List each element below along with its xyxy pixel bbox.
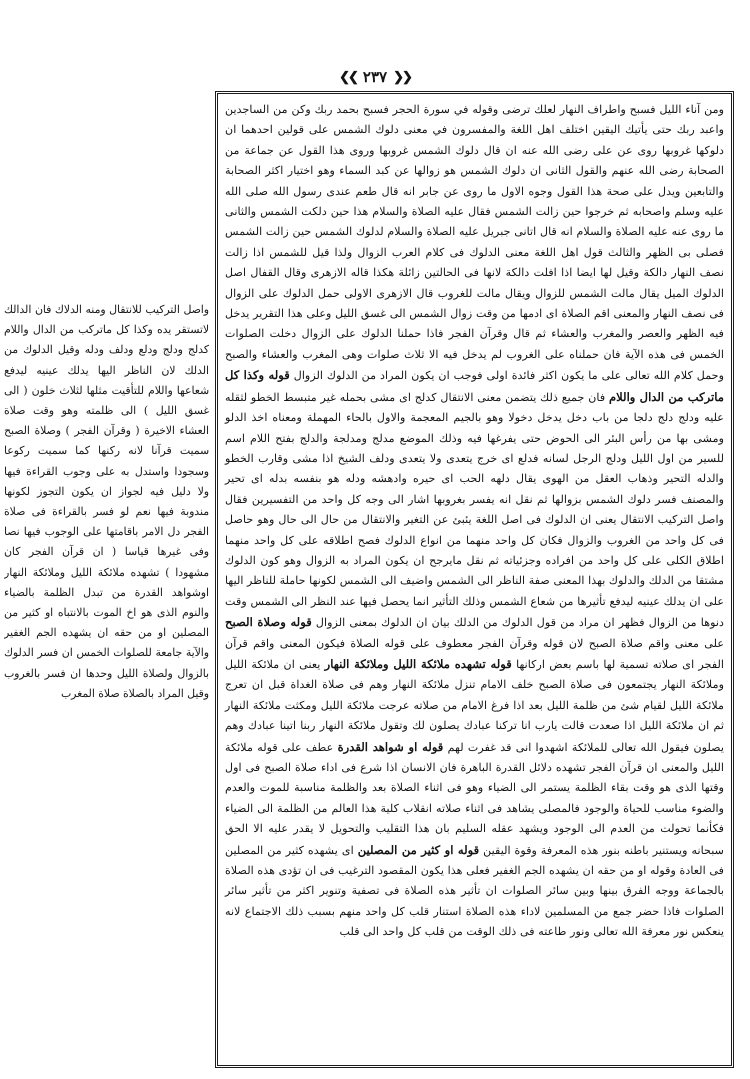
main-paragraph-3: على معنى واقم صلاة الصبح لان قوله وقرآن الفجر معطوف على قوله الصلاة فيكون المعنى واقم قرآن الفجر اى صلاته تسمية لها باسم بعض اركانها (225, 636, 725, 671)
quote-marker-1: قوله وكذا كل ماتركب من الدال واللام (225, 368, 724, 404)
page-number-text: ٢٣٧ (362, 68, 388, 86)
quote-marker-5: قوله او كثير من المصلين (357, 842, 480, 857)
main-commentary-text (225, 100, 724, 943)
main-paragraph-6: اى يشهده كثير من المصلين فى العادة وقوله او من حقه ان يشهده الجم الغفير فعلى هذا يكون المقصود الترغيب فى ان تؤدى هذه الصلاة بالجماعة ووجه الفرق بينها وبين سائر الصلوات ان تأثير هذه الصلاة فى تصفية وتنوير اكثر من تأثير سائر الصلوات فاذا حضر جمع من المسلمين لاداء هذه الصلاة استنار قلب كل واحد منهم بسبب ذلك الاجتماع لانه ينعكس نور معرفة الله تعالى ونور طاعته فى ذلك الوقت من قلب كل واحد الى قلب (225, 843, 724, 939)
quote-marker-4: قوله او شواهد القدرة (337, 739, 444, 754)
marginal-text-block (4, 300, 209, 780)
quote-marker-3: قوله تشهده ملائكة الليل وملائكة النهار (324, 656, 512, 671)
main-paragraph-5: عطف على قوله ملائكة الليل والمعنى ان قرآن الفجر تشهده دلائل القدرة الباهرة فان الانسان اذا شرع فى اداء صلاة الصبح فى اول وقتها الذى هو وقت بقاء الظلمة يستمر الى الضياء وهو فى اثناء الصلاة بعد والظلمة مناسبة للموت والعدم والضوء مناسب للحياة والوجود فالمصلى يشاهد فى اثناء صلاته انقلاب كلية هذا العالم من الظلمة الى الضياء فكأنما تحولت من العدم الى الوجود ويشهد عقله السليم بان هذا التقليب والتحويل لا يقدر عليه الا الحق سبحانه ويستنير باطنه بنور هذه المعرفة وقوة اليقين (225, 740, 724, 857)
marginal-text: واصل التركيب للانتقال ومنه الدلاك فان الدالك لاتستقر يده وكذا كل ماتركب من الدال واللام كدلج ودلج ودلع ودلف ودله وقيل الدلوك من الدلك لان الناظر اليها يدلك عينيه ليدفع شعاعها واللام للتأقيت مثلها لثلاث خلون ( الى غسق الليل ) الى ظلمته وهو وقت صلاة العشاء الاخيرة ( وقرآن الفجر ) وصلاة الصبح سميت قرآنا لانه ركنها كما سميت ركوعا وسجودا واستدل به على وجوب القراءة فيها ولا دليل فيه لجواز ان يكون التجوز لكونها مندوبة فيها نعم لو فسر بالقراءة فى صلاة الفجر دل الامر باقامتها على الوجوب فيها نصا وفى غيرها قياسا ( ان قرآن الفجر كان مشهودا ) تشهده ملائكة الليل وملائكة النهار اوشواهد القدرة من تبدل الظلمة بالضياء والنوم الذى هو اخ الموت بالانتباه او كثير من المصلين او من حقه ان يشهده الجم الغفير والآية جامعة للصلوات الخمس ان فسر الدلوك بالزوال ولصلاة الليل وحدها ان فسر بالغروب وقيل المراد بالصلاة صلاة المغرب (4, 303, 209, 700)
ornament-right-icon: ❮❮ (393, 69, 411, 85)
main-commentary-frame (215, 91, 734, 1068)
main-paragraph-2: فان جميع ذلك يتضمن معنى الانتقال كدلج اى مشى بحمله غير متبسط الخطو لثقله عليه ودلج دلج دلجا من باب دخل يدخل دخولا وهو بالجيم المعجمة والاول بالحاء المهملة ومعناه اخذ الدلو ومشى بها من رأس البئر الى الحوض حتى يفرغها فيه وذلك الموضع مدلج ومدلجة والدلج بفتح اللام اسم للسير من اول الليل ودلج الرجل لسانه فدلع اى خرج يتعدى ولا يتعدى ودلف الشيخ اذا مشى وقارب الخطو والدله التحير وذهاب العقل من الهوى يقال دلهه الحب اى حيره وادهشه ودله هو بنفسه بدله اى تحير والمصنف فسر دلوك الشمس بزوالها ثم نقل انه يفسر بغروبها اشار الى وجه كل واحد من التفسيرين فقال واصل التركيب الانتقال يعنى ان الدلوك فى اصل اللغة يئبئ عن التغير والانتقال من حال الى حال وهو حاصل فى كل واحد من الغروب والزوال فكان كل واحد منهما من انواع الدلوك فصح اطلاقه على كل واحد منهما اطلاق الكلى على كل واحد من افراده وجزئياته ثم نقل مايرجح ان يكون المراد به الزوال وهو كون الدلوك مشتقا من الدلك والدلوك بهذا المعنى صفة الناظر الى الشمس واضيف الى الشمس لكونها حاملة للناظر اليها على ان يدلك عينيه ليدفع تأثيرها من شعاع الشمس وذلك التأثير انما يحصل فيها عند النظر الى الشمس وقت دنوها من الزوال فظهر ان مراد من قول الدلوك من الدلك بيان ان الدلوك بمعنى الزوال (225, 390, 724, 630)
main-paragraph-4: يعنى ان ملائكة الليل وملائكة النهار يجتمعون فى صلاة الصبح خلف الامام تنزل ملائكة النهار وهم فى صلاة الغداة قبل ان تعرج ملائكة الليل لقيام شئ من ظلمة الليل بعد اذا فرغ الامام من صلاته عرجت ملائكة الليل ومكثت ملائكة النهار ثم ان ملائكة الليل اذا صعدت قالت يارب انا تركنا عبادك يصلون لك وتقول ملائكة النهار ربنا اتينا عبادك وهم يصلون فيقول الله تعالى للملائكة اشهدوا انى قد غفرت لهم (225, 657, 724, 754)
quote-marker-2: قوله وصلاة الصبح (225, 615, 312, 630)
main-paragraph-1: ومن آناء الليل فسبح واطراف النهار لعلك ترضى وقوله في سورة الحجر فسبح بحمد ربك وكن من الساجدين واعبد ربك حتى يأتيك اليقين اختلف اهل اللغة والمفسرون في معنى دلوك الشمس على قولين احدهما ان دلوكها غروبها روى عن على رضى الله عنه ان قال دلوك الشمس غروبها وروى هذا القول عن جماعة من الصحابة رضى الله عنهم والقول الثانى ان دلوك الشمس هو زوالها عن كبد السماء وهو اختيار اكثر الصحابة والتابعين ويدل على صحة هذا القول وجوه الاول ما روى عن جابر انه قال طعم عندى رسول الله صلى الله عليه وسلم واصحابه ثم خرجوا حين زالت الشمس فقال عليه الصلاة والسلام هذا حين دلكت الشمس والثانى ما روى عنه عليه الصلاة والسلام انه قال اتانى جبريل عليه الصلاة والسلام لدلوك الشمس حين زالت الشمس فصلى بى الظهر والثالث قول اهل اللغة معنى الدلوك فى كلام العرب الزوال ولذا قيل للشمس اذا زالت نصف النهار دالكة وقيل لها ايضا اذا افلت دالكة لانها فى الحالتين زائلة هكذا قاله الازهرى وقال القفال اصل الدلوك الميل يقال مالت الشمس للزوال ويقال مالت للغروب قال الازهرى الاولى حمل الدلوك على الزوال فى نصف النهار والمعنى اقم الصلاة اى ادمها من وقت زوال الشمس الى غسق الليل وعلى هذا التقرير يدخل فيه الظهر والعصر والمغرب والعشاء ثم قال وقرآن الفجر فاذا حملنا الدلوك على الزوال دخلت الصلوات الخمس فى هذه الآية فان حملناه على الغروب لم يدخل فيه الا ثلاث صلوات وهى المغرب والعشاء والصبح وحمل كلام الله تعالى على ما يكون اكثر فائدة اولى فوجب ان يكون المراد من الدلوك الزوال (225, 103, 724, 383)
page-number (339, 68, 411, 86)
page-header (0, 66, 750, 88)
ornament-left-icon: ❯❯ (339, 69, 357, 85)
